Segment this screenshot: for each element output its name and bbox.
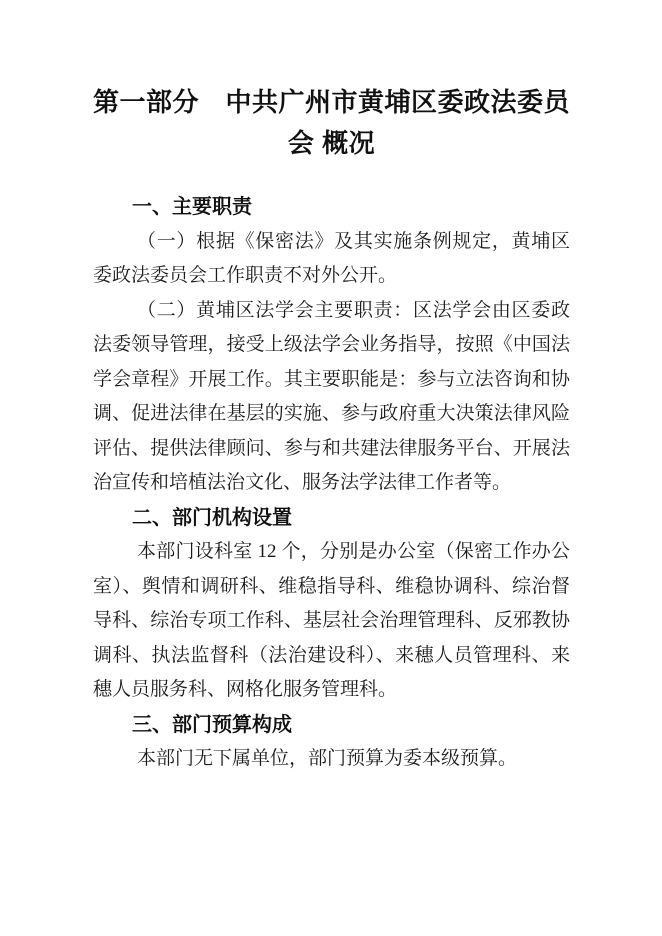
paragraph-budget-composition: 本部门无下属单位，部门预算为委本级预算。 bbox=[137, 748, 518, 769]
section-heading-org-structure: 二、部门机构设置 bbox=[132, 506, 292, 529]
document-body bbox=[93, 190, 570, 777]
document-title bbox=[93, 82, 570, 164]
section-heading-budget-composition: 三、部门预算构成 bbox=[132, 713, 292, 736]
document-title-line-1: 第一部分 中共广州市黄埔区委政法委员 bbox=[93, 87, 571, 117]
paragraph-duties-2: （二）黄埔区法学会主要职责：区法学会由区委政法委领导管理，接受上级法学会业务指导，按照《中国法学会章程》开展工作。其主要职能是：参与立法咨询和协调、促进法律在基层的实施、参与政府重大决策法律风险评估、提供法律顾问、参与和共建法律服务平台、开展法治宣传和培植法治文化、服务法学法律工作者等。 bbox=[93, 299, 570, 493]
section-heading-main-duties: 一、主要职责 bbox=[132, 196, 252, 218]
paragraph-org-structure: 本部门设科室 12 个，分别是办公室（保密工作办公室）、舆情和调研科、维稳指导科、维稳协调科、综治督导科、综治专项工作科、基层社会治理管理科、反邪教协调科、执法监督科（法治建设科）、来穗人员管理科、来穗人员服务科、网格化服务管理科。 bbox=[93, 541, 570, 700]
document-title-line-2: 会 概况 bbox=[287, 128, 376, 158]
paragraph-duties-1: （一）根据《保密法》及其实施条例规定，黄埔区委政法委员会工作职责不对外公开。 bbox=[93, 230, 570, 286]
